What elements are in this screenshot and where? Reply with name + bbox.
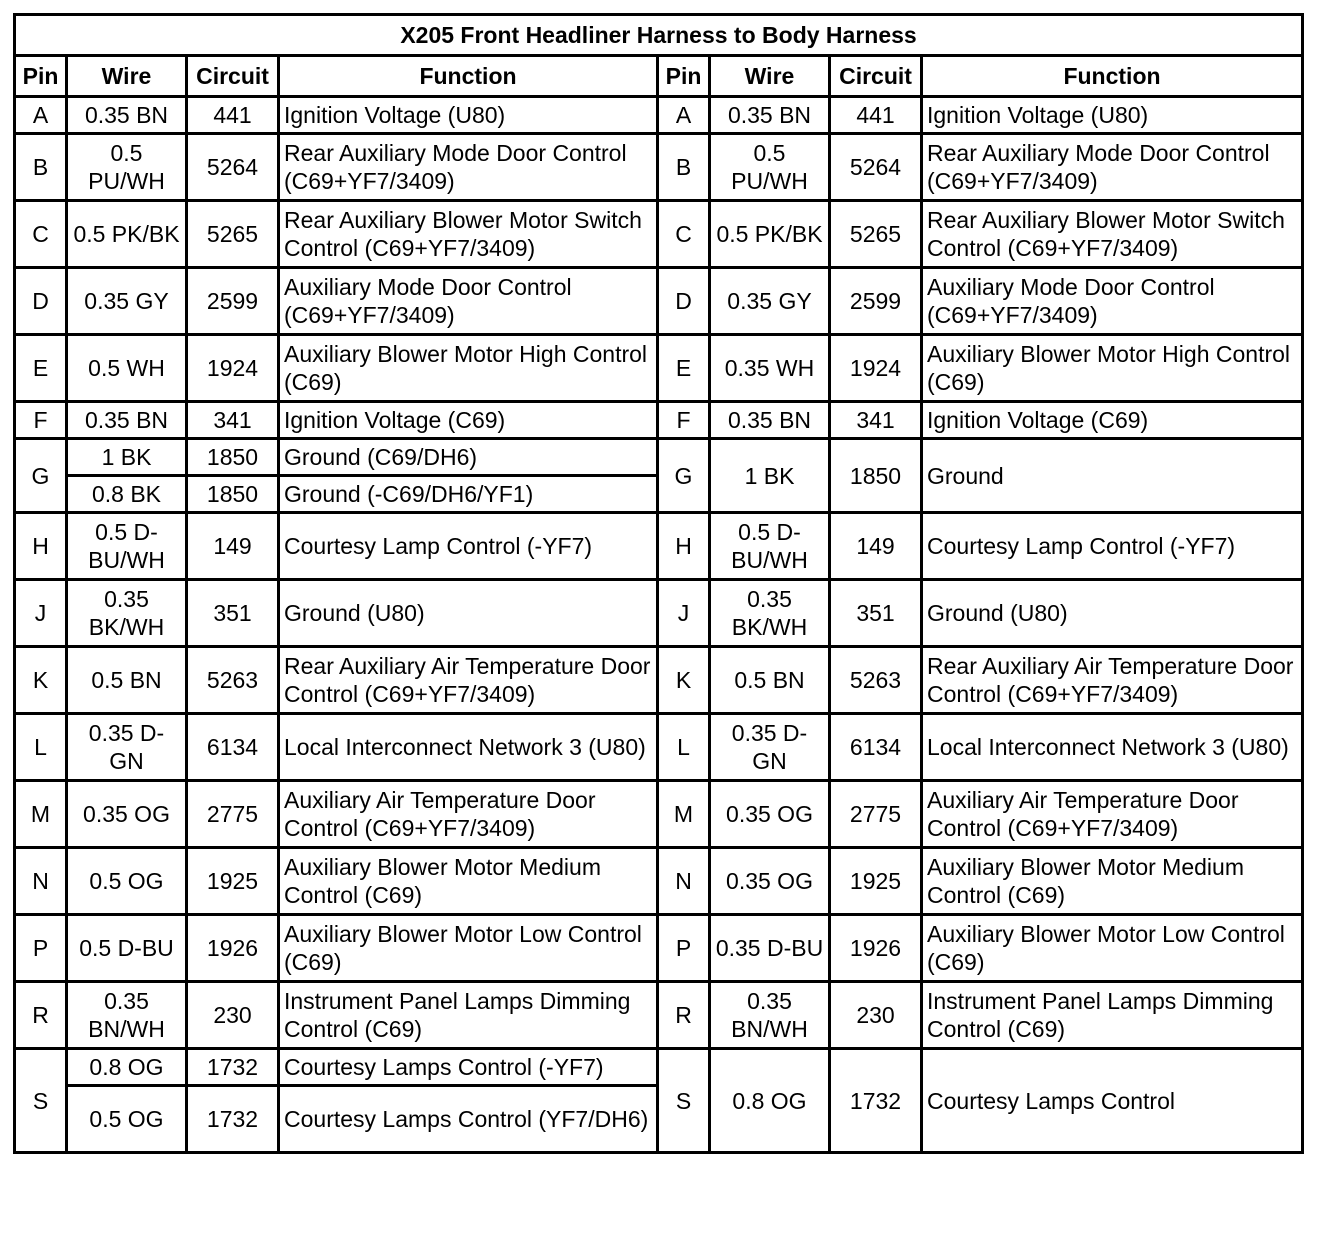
circuit-cell: 2599 <box>830 268 922 335</box>
function-cell: Rear Auxiliary Air Temperature Door Control (C69+YF7/3409) <box>922 647 1303 714</box>
table-row <box>15 915 1303 982</box>
circuit-cell: 1732 <box>187 1086 279 1153</box>
wire-cell: 0.5 OG <box>67 848 187 915</box>
circuit-cell: 1732 <box>187 1049 279 1086</box>
function-cell: Auxiliary Blower Motor High Control (C69) <box>922 335 1303 402</box>
circuit-cell: 149 <box>830 513 922 580</box>
function-cell: Rear Auxiliary Mode Door Control (C69+YF7/3409) <box>922 134 1303 201</box>
table-row <box>15 714 1303 781</box>
circuit-cell: 1924 <box>187 335 279 402</box>
function-cell: Auxiliary Blower Motor Low Control (C69) <box>922 915 1303 982</box>
circuit-cell: 351 <box>187 580 279 647</box>
table-row <box>15 513 1303 580</box>
table-row <box>15 201 1303 268</box>
table-row <box>15 97 1303 134</box>
wire-cell: 0.5 PU/WH <box>67 134 187 201</box>
header-circuit: Circuit <box>830 56 922 97</box>
wire-cell: 1 BK <box>67 439 187 476</box>
wire-cell: 0.35 WH <box>710 335 830 402</box>
function-cell: Rear Auxiliary Blower Motor Switch Control (C69+YF7/3409) <box>922 201 1303 268</box>
pin-cell: A <box>15 97 67 134</box>
wire-cell: 0.5 WH <box>67 335 187 402</box>
function-cell: Courtesy Lamp Control (-YF7) <box>279 513 658 580</box>
function-cell: Ignition Voltage (U80) <box>922 97 1303 134</box>
wire-cell: 0.35 GY <box>710 268 830 335</box>
wire-cell: 0.35 D-BU <box>710 915 830 982</box>
circuit-cell: 1924 <box>830 335 922 402</box>
circuit-cell: 441 <box>187 97 279 134</box>
table-row <box>15 268 1303 335</box>
function-cell: Ground (-C69/DH6/YF1) <box>279 476 658 513</box>
circuit-cell: 5264 <box>830 134 922 201</box>
pin-cell: K <box>15 647 67 714</box>
function-cell: Ignition Voltage (C69) <box>279 402 658 439</box>
pin-cell: H <box>15 513 67 580</box>
header-pin: Pin <box>658 56 710 97</box>
circuit-cell: 149 <box>187 513 279 580</box>
wire-cell: 0.8 OG <box>710 1049 830 1153</box>
circuit-cell: 6134 <box>187 714 279 781</box>
wire-cell: 0.35 BN/WH <box>710 982 830 1049</box>
wire-cell: 0.35 BN <box>710 97 830 134</box>
wire-cell: 0.5 D-BU/WH <box>710 513 830 580</box>
wire-cell: 0.5 BN <box>67 647 187 714</box>
pin-cell: M <box>658 781 710 848</box>
circuit-cell: 1850 <box>187 476 279 513</box>
pin-cell: M <box>15 781 67 848</box>
wire-cell: 0.5 D-BU <box>67 915 187 982</box>
wire-cell: 0.35 OG <box>710 781 830 848</box>
function-cell: Auxiliary Blower Motor High Control (C69) <box>279 335 658 402</box>
circuit-cell: 441 <box>830 97 922 134</box>
function-cell: Ground (C69/DH6) <box>279 439 658 476</box>
function-cell: Rear Auxiliary Blower Motor Switch Control (C69+YF7/3409) <box>279 201 658 268</box>
wire-cell: 0.35 BN/WH <box>67 982 187 1049</box>
pin-cell: J <box>658 580 710 647</box>
function-cell: Local Interconnect Network 3 (U80) <box>279 714 658 781</box>
circuit-cell: 1925 <box>830 848 922 915</box>
function-cell: Auxiliary Blower Motor Medium Control (C69) <box>279 848 658 915</box>
circuit-cell: 341 <box>187 402 279 439</box>
function-cell: Instrument Panel Lamps Dimming Control (C69) <box>279 982 658 1049</box>
pin-cell: S <box>658 1049 710 1153</box>
header-wire: Wire <box>710 56 830 97</box>
pin-cell: G <box>15 439 67 513</box>
function-cell: Auxiliary Blower Motor Low Control (C69) <box>279 915 658 982</box>
pin-cell: P <box>15 915 67 982</box>
header-row <box>15 56 1303 97</box>
wire-cell: 0.5 PK/BK <box>67 201 187 268</box>
function-cell: Ignition Voltage (C69) <box>922 402 1303 439</box>
wire-cell: 0.5 PU/WH <box>710 134 830 201</box>
pin-cell: E <box>15 335 67 402</box>
circuit-cell: 341 <box>830 402 922 439</box>
pin-cell: L <box>15 714 67 781</box>
circuit-cell: 1926 <box>187 915 279 982</box>
table-row <box>15 439 1303 476</box>
circuit-cell: 1732 <box>830 1049 922 1153</box>
function-cell: Courtesy Lamps Control <box>922 1049 1303 1153</box>
pin-cell: R <box>15 982 67 1049</box>
wire-cell: 0.5 D-BU/WH <box>67 513 187 580</box>
pin-cell: K <box>658 647 710 714</box>
pin-cell: C <box>15 201 67 268</box>
pin-cell: C <box>658 201 710 268</box>
function-cell: Local Interconnect Network 3 (U80) <box>922 714 1303 781</box>
pin-cell: R <box>658 982 710 1049</box>
circuit-cell: 2599 <box>187 268 279 335</box>
connector-pinout-table <box>13 13 1304 1154</box>
pin-cell: F <box>658 402 710 439</box>
circuit-cell: 6134 <box>830 714 922 781</box>
header-circuit: Circuit <box>187 56 279 97</box>
wire-cell: 0.5 BN <box>710 647 830 714</box>
circuit-cell: 5264 <box>187 134 279 201</box>
function-cell: Auxiliary Air Temperature Door Control (C69+YF7/3409) <box>279 781 658 848</box>
function-cell: Courtesy Lamps Control (YF7/DH6) <box>279 1086 658 1153</box>
wire-cell: 0.35 BN <box>67 97 187 134</box>
circuit-cell: 1926 <box>830 915 922 982</box>
wire-cell: 0.8 BK <box>67 476 187 513</box>
function-cell: Ground (U80) <box>279 580 658 647</box>
pin-cell: E <box>658 335 710 402</box>
pin-cell: B <box>15 134 67 201</box>
function-cell: Ignition Voltage (U80) <box>279 97 658 134</box>
circuit-cell: 2775 <box>830 781 922 848</box>
circuit-cell: 230 <box>830 982 922 1049</box>
wire-cell: 0.35 D-GN <box>710 714 830 781</box>
pin-cell: D <box>658 268 710 335</box>
pin-cell: P <box>658 915 710 982</box>
circuit-cell: 1850 <box>187 439 279 476</box>
wire-cell: 0.35 OG <box>710 848 830 915</box>
wire-cell: 0.35 BN <box>710 402 830 439</box>
function-cell: Instrument Panel Lamps Dimming Control (C69) <box>922 982 1303 1049</box>
function-cell: Courtesy Lamps Control (-YF7) <box>279 1049 658 1086</box>
pin-cell: H <box>658 513 710 580</box>
function-cell: Ground (U80) <box>922 580 1303 647</box>
pin-cell: S <box>15 1049 67 1153</box>
circuit-cell: 5265 <box>187 201 279 268</box>
wire-cell: 0.35 OG <box>67 781 187 848</box>
table-row <box>15 335 1303 402</box>
wire-cell: 0.5 OG <box>67 1086 187 1153</box>
pin-cell: N <box>15 848 67 915</box>
function-cell: Courtesy Lamp Control (-YF7) <box>922 513 1303 580</box>
pin-cell: D <box>15 268 67 335</box>
pin-cell: N <box>658 848 710 915</box>
table-row <box>15 647 1303 714</box>
pin-cell: J <box>15 580 67 647</box>
circuit-cell: 5263 <box>830 647 922 714</box>
table-row <box>15 134 1303 201</box>
pin-cell: G <box>658 439 710 513</box>
wire-cell: 0.8 OG <box>67 1049 187 1086</box>
table-row <box>15 402 1303 439</box>
table-row <box>15 580 1303 647</box>
table-row <box>15 1049 1303 1086</box>
function-cell: Rear Auxiliary Air Temperature Door Control (C69+YF7/3409) <box>279 647 658 714</box>
circuit-cell: 1850 <box>830 439 922 513</box>
circuit-cell: 5265 <box>830 201 922 268</box>
header-wire: Wire <box>67 56 187 97</box>
pin-cell: A <box>658 97 710 134</box>
circuit-cell: 5263 <box>187 647 279 714</box>
header-function: Function <box>922 56 1303 97</box>
function-cell: Auxiliary Mode Door Control (C69+YF7/3409) <box>279 268 658 335</box>
pin-cell: L <box>658 714 710 781</box>
wire-cell: 0.35 GY <box>67 268 187 335</box>
circuit-cell: 1925 <box>187 848 279 915</box>
wire-cell: 0.5 PK/BK <box>710 201 830 268</box>
table-title: X205 Front Headliner Harness to Body Harness <box>15 15 1303 56</box>
wire-cell: 0.35 BK/WH <box>710 580 830 647</box>
function-cell: Rear Auxiliary Mode Door Control (C69+YF7/3409) <box>279 134 658 201</box>
pin-cell: B <box>658 134 710 201</box>
wire-cell: 0.35 BN <box>67 402 187 439</box>
function-cell: Auxiliary Blower Motor Medium Control (C69) <box>922 848 1303 915</box>
table-row <box>15 982 1303 1049</box>
table-row <box>15 781 1303 848</box>
wire-cell: 0.35 BK/WH <box>67 580 187 647</box>
header-function: Function <box>279 56 658 97</box>
header-pin: Pin <box>15 56 67 97</box>
circuit-cell: 351 <box>830 580 922 647</box>
circuit-cell: 230 <box>187 982 279 1049</box>
function-cell: Auxiliary Mode Door Control (C69+YF7/3409) <box>922 268 1303 335</box>
circuit-cell: 2775 <box>187 781 279 848</box>
function-cell: Ground <box>922 439 1303 513</box>
pin-cell: F <box>15 402 67 439</box>
wire-cell: 0.35 D-GN <box>67 714 187 781</box>
function-cell: Auxiliary Air Temperature Door Control (C69+YF7/3409) <box>922 781 1303 848</box>
wire-cell: 1 BK <box>710 439 830 513</box>
table-row <box>15 848 1303 915</box>
